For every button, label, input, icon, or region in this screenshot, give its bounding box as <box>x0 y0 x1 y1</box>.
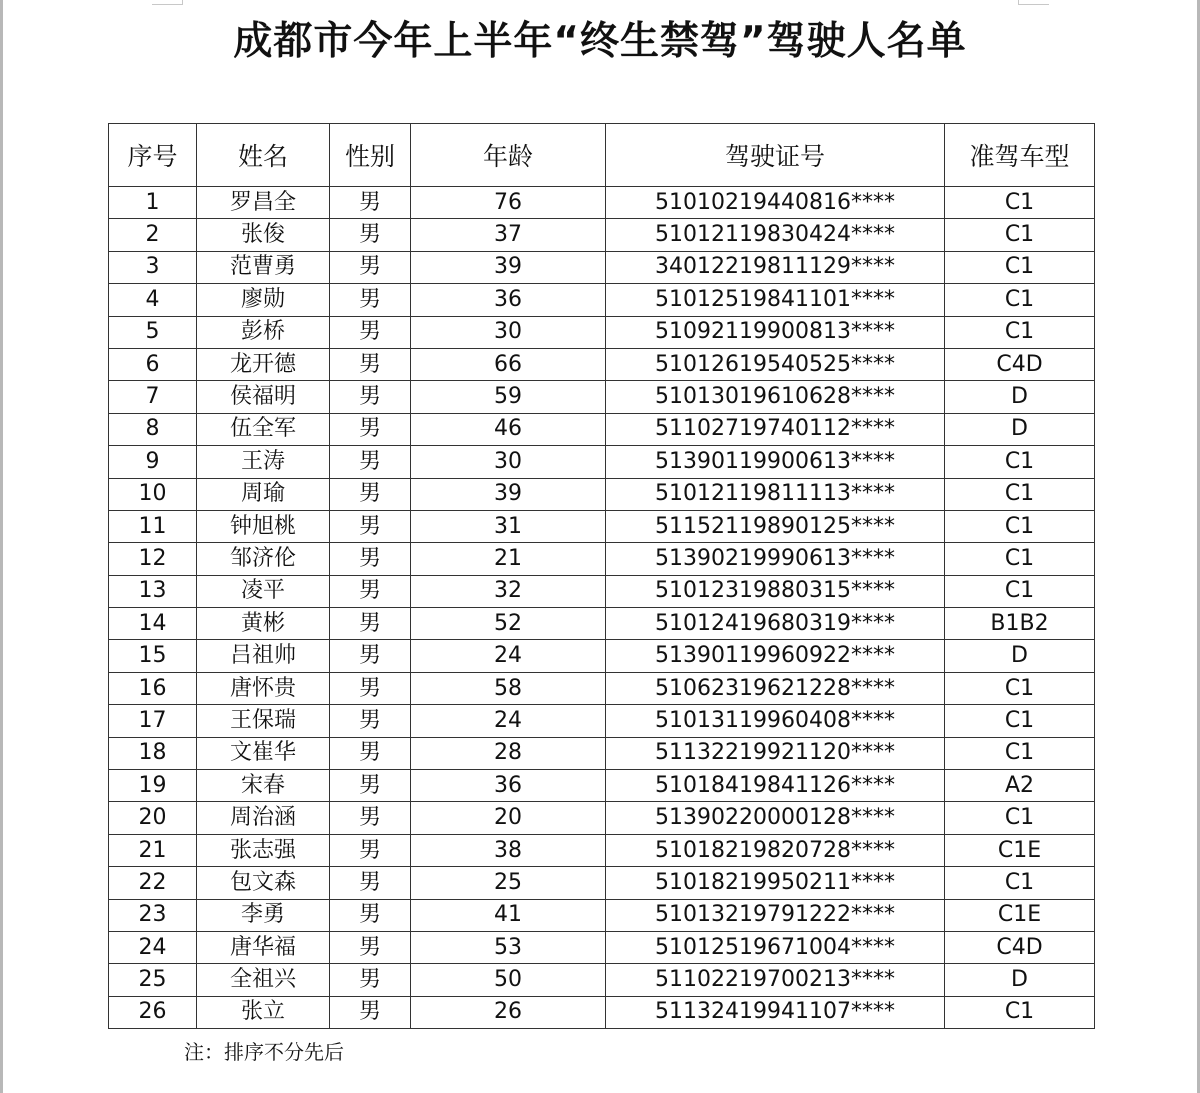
cell-vehicle-class: C1 <box>945 867 1095 899</box>
cell-vehicle-class: C1 <box>945 478 1095 510</box>
cell-vehicle-class: C1 <box>945 737 1095 769</box>
cell-name: 唐华福 <box>197 931 330 963</box>
cell-license-number: 34012219811129**** <box>606 251 945 283</box>
cell-index: 23 <box>109 899 197 931</box>
cell-license-number: 51012619540525**** <box>606 348 945 380</box>
cell-license-number: 51132219921120**** <box>606 737 945 769</box>
cell-gender: 男 <box>330 964 411 996</box>
cell-license-number: 51018219950211**** <box>606 867 945 899</box>
cell-index: 24 <box>109 931 197 963</box>
cell-index: 19 <box>109 770 197 802</box>
cell-license-number: 51390220000128**** <box>606 802 945 834</box>
cell-gender: 男 <box>330 672 411 704</box>
header-index: 序号 <box>109 124 197 187</box>
cell-name: 文崔华 <box>197 737 330 769</box>
table-header-row <box>109 124 1095 187</box>
cell-age: 52 <box>411 608 606 640</box>
cell-gender: 男 <box>330 348 411 380</box>
cell-vehicle-class: C1E <box>945 834 1095 866</box>
table-row <box>109 381 1095 413</box>
cell-age: 59 <box>411 381 606 413</box>
cell-index: 13 <box>109 575 197 607</box>
cell-vehicle-class: C1 <box>945 510 1095 542</box>
cell-gender: 男 <box>330 543 411 575</box>
cell-age: 37 <box>411 219 606 251</box>
cell-license-number: 51390119960922**** <box>606 640 945 672</box>
cell-index: 21 <box>109 834 197 866</box>
table-row <box>109 446 1095 478</box>
cell-license-number: 51390119900613**** <box>606 446 945 478</box>
cell-name: 包文森 <box>197 867 330 899</box>
cell-age: 36 <box>411 284 606 316</box>
cell-index: 8 <box>109 413 197 445</box>
table-row <box>109 770 1095 802</box>
cell-name: 张志强 <box>197 834 330 866</box>
cell-age: 39 <box>411 478 606 510</box>
cell-age: 31 <box>411 510 606 542</box>
cell-age: 30 <box>411 316 606 348</box>
cell-name: 黄彬 <box>197 608 330 640</box>
cell-vehicle-class: D <box>945 413 1095 445</box>
cell-vehicle-class: C4D <box>945 348 1095 380</box>
cell-name: 彭桥 <box>197 316 330 348</box>
cell-gender: 男 <box>330 219 411 251</box>
document-title: 成都市今年上半年“终生禁驾”驾驶人名单 <box>233 19 967 64</box>
cell-vehicle-class: D <box>945 640 1095 672</box>
footnote: 注：排序不分先后 <box>184 1040 344 1064</box>
cell-index: 11 <box>109 510 197 542</box>
cell-vehicle-class: C1E <box>945 899 1095 931</box>
cell-license-number: 51102719740112**** <box>606 413 945 445</box>
cell-index: 2 <box>109 219 197 251</box>
table-row <box>109 640 1095 672</box>
cell-index: 15 <box>109 640 197 672</box>
cell-age: 50 <box>411 964 606 996</box>
cell-gender: 男 <box>330 834 411 866</box>
cell-gender: 男 <box>330 996 411 1028</box>
header-age: 年龄 <box>411 124 606 187</box>
cell-age: 26 <box>411 996 606 1028</box>
cell-name: 钟旭桃 <box>197 510 330 542</box>
cell-name: 罗昌全 <box>197 187 330 219</box>
cell-index: 9 <box>109 446 197 478</box>
cell-index: 16 <box>109 672 197 704</box>
cell-age: 28 <box>411 737 606 769</box>
page-edge-left <box>0 0 3 1093</box>
cell-name: 邹济伦 <box>197 543 330 575</box>
cell-index: 6 <box>109 348 197 380</box>
table-row <box>109 284 1095 316</box>
cell-age: 32 <box>411 575 606 607</box>
cell-name: 张立 <box>197 996 330 1028</box>
cell-vehicle-class: C1 <box>945 187 1095 219</box>
cell-gender: 男 <box>330 770 411 802</box>
cell-license-number: 51012519671004**** <box>606 931 945 963</box>
cell-age: 58 <box>411 672 606 704</box>
table-row <box>109 478 1095 510</box>
cell-age: 21 <box>411 543 606 575</box>
cell-gender: 男 <box>330 899 411 931</box>
table-row <box>109 219 1095 251</box>
cell-index: 10 <box>109 478 197 510</box>
cell-vehicle-class: A2 <box>945 770 1095 802</box>
cell-name: 唐怀贵 <box>197 672 330 704</box>
cell-vehicle-class: C1 <box>945 316 1095 348</box>
cell-vehicle-class: C1 <box>945 219 1095 251</box>
cell-vehicle-class: C1 <box>945 284 1095 316</box>
table-row <box>109 348 1095 380</box>
crop-mark-right <box>1018 0 1049 5</box>
cell-name: 李勇 <box>197 899 330 931</box>
cell-age: 25 <box>411 867 606 899</box>
cell-index: 18 <box>109 737 197 769</box>
cell-age: 53 <box>411 931 606 963</box>
cell-gender: 男 <box>330 705 411 737</box>
cell-vehicle-class: C1 <box>945 672 1095 704</box>
cell-gender: 男 <box>330 510 411 542</box>
cell-name: 凌平 <box>197 575 330 607</box>
cell-license-number: 51012119811113**** <box>606 478 945 510</box>
cell-name: 全祖兴 <box>197 964 330 996</box>
cell-name: 周瑜 <box>197 478 330 510</box>
cell-vehicle-class: C1 <box>945 446 1095 478</box>
cell-license-number: 51018419841126**** <box>606 770 945 802</box>
cell-vehicle-class: C1 <box>945 802 1095 834</box>
cell-vehicle-class: C1 <box>945 705 1095 737</box>
table-row <box>109 575 1095 607</box>
cell-license-number: 51010219440816**** <box>606 187 945 219</box>
cell-name: 王保瑞 <box>197 705 330 737</box>
cell-license-number: 51013119960408**** <box>606 705 945 737</box>
cell-license-number: 51012419680319**** <box>606 608 945 640</box>
cell-vehicle-class: C1 <box>945 543 1095 575</box>
cell-age: 38 <box>411 834 606 866</box>
cell-name: 侯福明 <box>197 381 330 413</box>
cell-license-number: 51013019610628**** <box>606 381 945 413</box>
cell-name: 伍全军 <box>197 413 330 445</box>
cell-name: 周治涵 <box>197 802 330 834</box>
table-row <box>109 899 1095 931</box>
cell-age: 24 <box>411 640 606 672</box>
table-row <box>109 543 1095 575</box>
table-row <box>109 510 1095 542</box>
cell-license-number: 51152119890125**** <box>606 510 945 542</box>
table-body <box>109 187 1095 1029</box>
table-row <box>109 802 1095 834</box>
cell-name: 宋春 <box>197 770 330 802</box>
cell-license-number: 51018219820728**** <box>606 834 945 866</box>
cell-index: 17 <box>109 705 197 737</box>
table-row <box>109 705 1095 737</box>
cell-age: 76 <box>411 187 606 219</box>
cell-gender: 男 <box>330 381 411 413</box>
cell-gender: 男 <box>330 608 411 640</box>
cell-vehicle-class: C4D <box>945 931 1095 963</box>
cell-vehicle-class: C1 <box>945 996 1095 1028</box>
cell-index: 22 <box>109 867 197 899</box>
header-vehicle-class: 准驾车型 <box>945 124 1095 187</box>
cell-license-number: 51012319880315**** <box>606 575 945 607</box>
cell-name: 范曹勇 <box>197 251 330 283</box>
cell-license-number: 51102219700213**** <box>606 964 945 996</box>
cell-vehicle-class: C1 <box>945 575 1095 607</box>
cell-name: 张俊 <box>197 219 330 251</box>
cell-index: 26 <box>109 996 197 1028</box>
table-row <box>109 867 1095 899</box>
cell-license-number: 51390219990613**** <box>606 543 945 575</box>
cell-age: 20 <box>411 802 606 834</box>
table-row <box>109 251 1095 283</box>
cell-gender: 男 <box>330 478 411 510</box>
cell-license-number: 51012119830424**** <box>606 219 945 251</box>
table-row <box>109 996 1095 1028</box>
table-row <box>109 187 1095 219</box>
cell-age: 39 <box>411 251 606 283</box>
table-row <box>109 608 1095 640</box>
cell-age: 30 <box>411 446 606 478</box>
cell-age: 36 <box>411 770 606 802</box>
cell-index: 3 <box>109 251 197 283</box>
cell-name: 廖勋 <box>197 284 330 316</box>
cell-gender: 男 <box>330 187 411 219</box>
driver-list-table <box>108 123 1095 1029</box>
cell-gender: 男 <box>330 575 411 607</box>
cell-index: 5 <box>109 316 197 348</box>
cell-gender: 男 <box>330 446 411 478</box>
cell-license-number: 51013219791222**** <box>606 899 945 931</box>
table-row <box>109 672 1095 704</box>
cell-vehicle-class: D <box>945 964 1095 996</box>
header-name: 姓名 <box>197 124 330 187</box>
cell-gender: 男 <box>330 251 411 283</box>
cell-index: 12 <box>109 543 197 575</box>
cell-age: 24 <box>411 705 606 737</box>
cell-gender: 男 <box>330 640 411 672</box>
cell-vehicle-class: D <box>945 381 1095 413</box>
cell-gender: 男 <box>330 802 411 834</box>
cell-license-number: 51132419941107**** <box>606 996 945 1028</box>
cell-name: 王涛 <box>197 446 330 478</box>
cell-index: 20 <box>109 802 197 834</box>
cell-license-number: 51092119900813**** <box>606 316 945 348</box>
table-row <box>109 413 1095 445</box>
table-row <box>109 316 1095 348</box>
table-row <box>109 931 1095 963</box>
table-row <box>109 964 1095 996</box>
cell-index: 7 <box>109 381 197 413</box>
cell-index: 14 <box>109 608 197 640</box>
table-row <box>109 834 1095 866</box>
cell-name: 龙开德 <box>197 348 330 380</box>
header-gender: 性别 <box>330 124 411 187</box>
cell-index: 4 <box>109 284 197 316</box>
cell-gender: 男 <box>330 413 411 445</box>
cell-age: 66 <box>411 348 606 380</box>
cell-license-number: 51012519841101**** <box>606 284 945 316</box>
cell-vehicle-class: B1B2 <box>945 608 1095 640</box>
cell-name: 吕祖帅 <box>197 640 330 672</box>
cell-gender: 男 <box>330 867 411 899</box>
cell-gender: 男 <box>330 284 411 316</box>
cell-index: 1 <box>109 187 197 219</box>
cell-vehicle-class: C1 <box>945 251 1095 283</box>
cell-license-number: 51062319621228**** <box>606 672 945 704</box>
cell-gender: 男 <box>330 737 411 769</box>
header-license-number: 驾驶证号 <box>606 124 945 187</box>
cell-index: 25 <box>109 964 197 996</box>
cell-gender: 男 <box>330 931 411 963</box>
crop-mark-left <box>152 0 183 5</box>
cell-age: 41 <box>411 899 606 931</box>
cell-gender: 男 <box>330 316 411 348</box>
table-row <box>109 737 1095 769</box>
cell-age: 46 <box>411 413 606 445</box>
